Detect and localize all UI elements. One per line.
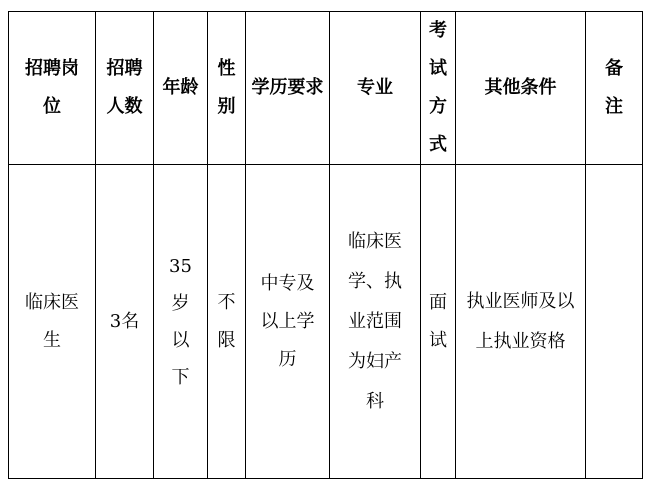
header-row — [9, 12, 643, 165]
header-remark: 备注 — [586, 12, 643, 165]
cell-remark — [586, 165, 643, 479]
cell-other: 执业医师及以上执业资格 — [456, 165, 586, 479]
cell-position: 临床医生 — [9, 165, 96, 479]
header-education: 学历要求 — [246, 12, 330, 165]
header-position: 招聘岗位 — [9, 12, 96, 165]
header-major: 专业 — [330, 12, 421, 165]
cell-major: 临床医学、执业范围为妇产科 — [330, 165, 421, 479]
header-gender: 性别 — [208, 12, 246, 165]
table-row — [9, 165, 643, 479]
header-count: 招聘人数 — [96, 12, 154, 165]
cell-gender: 不限 — [208, 165, 246, 479]
cell-age: 35岁以下 — [154, 165, 208, 479]
header-exam: 考试方式 — [421, 12, 456, 165]
cell-education: 中专及以上学历 — [246, 165, 330, 479]
cell-exam: 面试 — [421, 165, 456, 479]
cell-count: 3名 — [96, 165, 154, 479]
recruitment-table — [8, 11, 643, 479]
header-age: 年龄 — [154, 12, 208, 165]
header-other: 其他条件 — [456, 12, 586, 165]
